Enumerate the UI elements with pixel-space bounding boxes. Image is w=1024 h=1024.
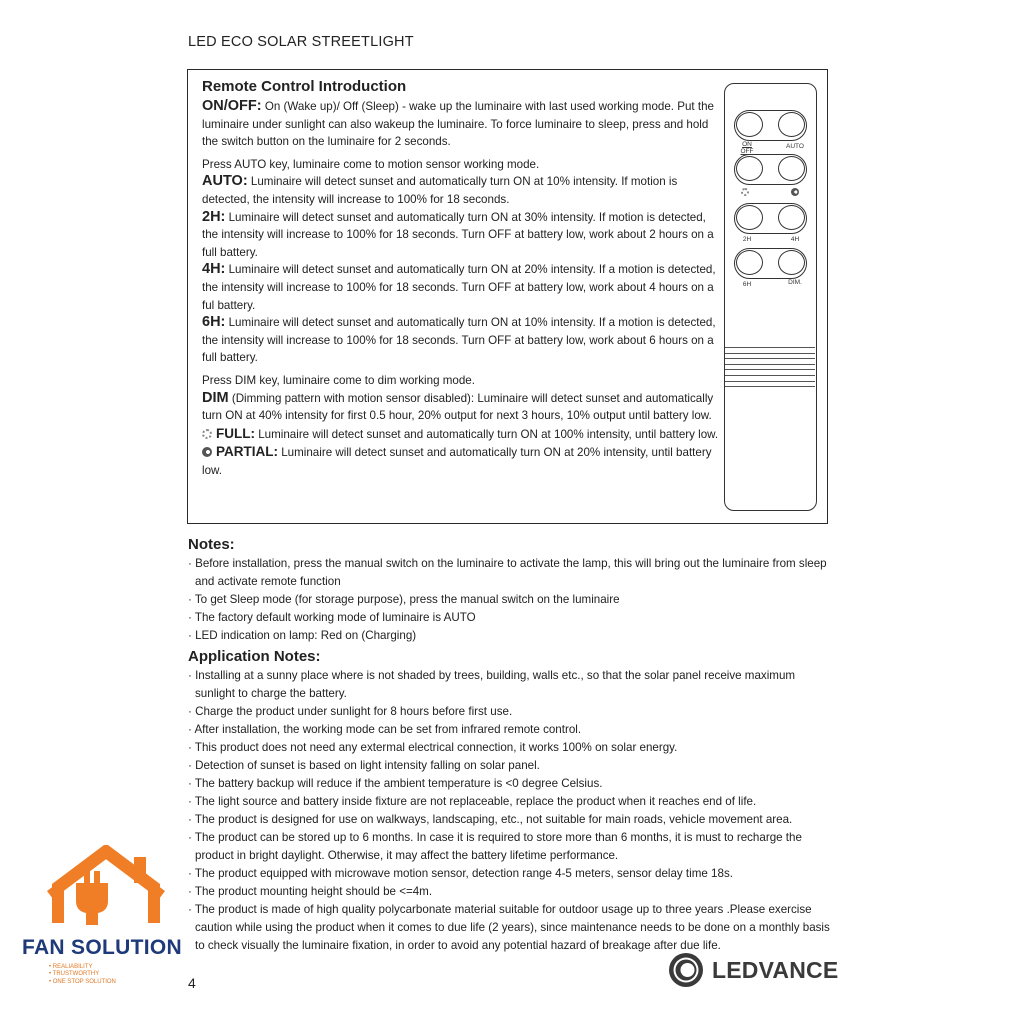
partial-brightness-icon: [202, 447, 212, 457]
remote-intro-heading: Remote Control Introduction: [202, 78, 407, 95]
onoff-paragraph: [202, 98, 722, 151]
dim-key: DIM: [202, 389, 229, 406]
list-item: · After installation, the working mode can be set from infrared remote control.: [188, 723, 582, 736]
h2-text: Luminaire will detect sunset and automatically turn ON at 30% intensity. If motion is detected, the intensity will increase to 100% for 18 seconds. Turn OFF at battery low, work about 2 hours on a full battery.: [202, 210, 714, 259]
on-off-label: ON OFF: [740, 141, 754, 155]
fan-solution-brand: FAN SOLUTION: [22, 936, 182, 959]
button-pair-brightness: [734, 154, 807, 185]
onoff-text: On (Wake up)/ Off (Sleep) - wake up the luminaire with last used working mode. Put the luminaire under sunlight can also wakeup the luminaire. To force luminaire to sleep, press and hold the switch button on the luminaire for 2 seconds.: [202, 100, 714, 149]
h6-paragraph: [202, 314, 722, 367]
page-number: 4: [188, 975, 196, 991]
list-item: · LED indication on lamp: Red on (Charging): [188, 629, 417, 642]
partial-button[interactable]: [778, 156, 805, 181]
auto-key: AUTO:: [202, 173, 248, 190]
list-item: · Detection of sunset is based on light intensity falling on solar panel.: [188, 759, 540, 772]
dim-button[interactable]: [778, 250, 805, 275]
auto-button[interactable]: [778, 112, 805, 137]
notes-list: [188, 555, 838, 645]
auto-paragraph: [202, 173, 722, 208]
list-item: · The factory default working mode of luminaire is AUTO: [188, 611, 476, 624]
list-item: · To get Sleep mode (for storage purpose), press the manual switch on the luminaire: [188, 593, 620, 606]
full-paragraph: [202, 425, 722, 444]
4h-label: 4H: [790, 236, 800, 243]
full-brightness-icon: [741, 188, 749, 196]
fan-solution-taglines: • REALIABILITY • TRUSTWORTHY • ONE STOP SOLUTION: [49, 964, 116, 985]
6h-label: 6H: [742, 281, 752, 288]
application-notes-list: [188, 667, 838, 955]
list-item: · The battery backup will reduce if the ambient temperature is <0 degree Celsius.: [188, 777, 603, 790]
auto-intro: Press AUTO key, luminaire come to motion sensor working mode.: [202, 157, 540, 171]
button-pair-power: [734, 110, 807, 141]
list-item: · Installing at a sunny place where is not shaded by trees, building, walls etc., so that the solar panel receive maximum sunlight to charge the battery.: [188, 669, 796, 700]
remote-control-box: [187, 69, 828, 524]
2h-label: 2H: [742, 236, 752, 243]
h4-text: Luminaire will detect sunset and automatically turn ON at 20% intensity. If a motion is detected, the intensity will increase to 100% for 18 seconds. Turn OFF at battery low, work about 4 hours on a ful battery.: [202, 263, 716, 312]
list-item: · The product can be stored up to 6 months. In case it is required to store more than 6 months, it is must to recharge the product in bright daylight. Otherwise, it may affect the battery lifetime performance.: [188, 831, 802, 862]
partial-brightness-icon: [791, 188, 799, 196]
button-pair-dim: [734, 248, 807, 279]
list-item: · The product mounting height should be <=4m.: [188, 885, 433, 898]
2h-button[interactable]: [736, 205, 763, 230]
list-item: · Charge the product under sunlight for 8 hours before first use.: [188, 705, 513, 718]
partial-paragraph: [202, 443, 722, 479]
dim-label: DIM.: [788, 279, 802, 286]
6h-button[interactable]: [736, 250, 763, 275]
h6-key: 6H:: [202, 314, 226, 331]
remote-control-illustration: [724, 83, 817, 511]
dim-text: (Dimming pattern with motion sensor disabled): Luminaire will detect sunset and automatically turn ON at 40% intensity for first 0.5 hour, 20% output for next 3 hours, 10% output until battery low.: [202, 391, 714, 423]
application-notes-heading: Application Notes:: [188, 648, 321, 665]
onoff-key: ON/OFF:: [202, 98, 262, 114]
list-item: · The product is designed for use on walkways, landscaping, etc., not suitable for main roads, vehicle movement area.: [188, 813, 793, 826]
list-item: · The product equipped with microwave motion sensor, detection range 4-5 meters, sensor delay time 18s.: [188, 867, 733, 880]
full-text: Luminaire will detect sunset and automatically turn ON at 100% intensity, until battery low.: [258, 427, 719, 441]
dim-paragraph: [202, 390, 722, 425]
h2-key: 2H:: [202, 208, 226, 225]
list-item: · The product is made of high quality polycarbonate material suitable for outdoor usage up to three years .Please exercise caution while using the product when it comes to due life (2 years), since maintenance needs to be done on a monthly basis to check visually the luminaire fixation, in order to avoid any potential hazard of breakage after due life.: [188, 903, 830, 952]
auto-label: AUTO: [786, 143, 804, 150]
h2-paragraph: [202, 209, 722, 262]
partial-key: PARTIAL:: [216, 444, 278, 460]
remote-intro-text: [202, 77, 722, 479]
full-brightness-icon: [202, 429, 212, 439]
h6-text: Luminaire will detect sunset and automatically turn ON at 10% intensity. If a motion is detected, the intensity will increase to 100% for 18 seconds. Turn OFF at battery low, work about 6 hours on a full battery.: [202, 316, 716, 365]
ledvance-brand: LEDVANCE: [712, 957, 839, 983]
4h-button[interactable]: [778, 205, 805, 230]
button-pair-hours: [734, 203, 807, 234]
list-item: · The light source and battery inside fixture are not replaceable, replace the product when it reaches end of life.: [188, 795, 757, 808]
notes-heading: Notes:: [188, 536, 235, 553]
list-item: · This product does not need any extermal electrical connection, it works 100% on solar energy.: [188, 741, 678, 754]
full-key: FULL:: [216, 425, 255, 441]
list-item: · Before installation, press the manual switch on the luminaire to activate the lamp, this will bring out the luminaire from sleep and activate remote function: [188, 557, 827, 588]
h4-key: 4H:: [202, 261, 226, 278]
full-button[interactable]: [736, 156, 763, 181]
partial-text: Luminaire will detect sunset and automatically turn ON at 20% intensity, until battery low.: [202, 446, 712, 477]
dim-intro: Press DIM key, luminaire come to dim working mode.: [202, 373, 475, 387]
auto-text: Luminaire will detect sunset and automatically turn ON at 10% intensity. If motion is detected, the intensity will increase to 100% for 18 seconds.: [202, 175, 678, 206]
h4-paragraph: [202, 261, 722, 314]
on-off-button[interactable]: [736, 112, 763, 137]
remote-grip-lines: [725, 347, 815, 392]
document-title: LED ECO SOLAR STREETLIGHT: [188, 34, 414, 50]
